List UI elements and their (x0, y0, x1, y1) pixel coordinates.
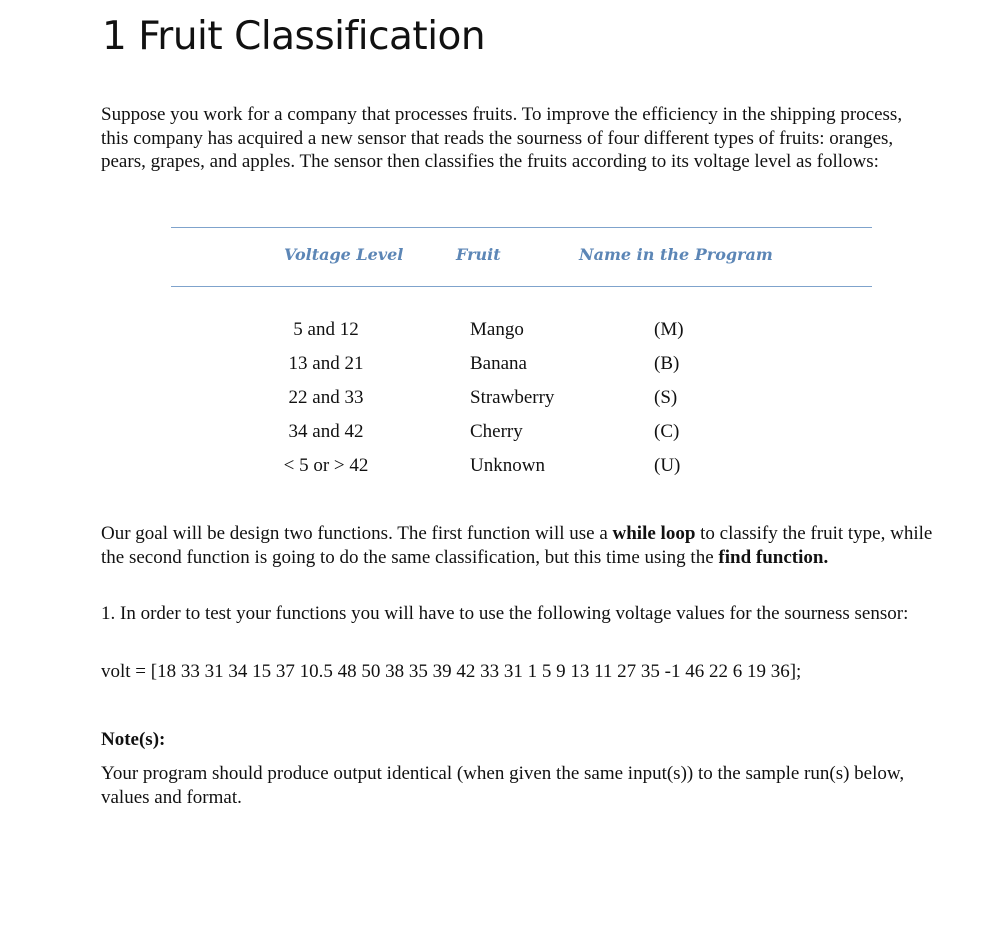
cell-voltage: 5 and 12 (293, 319, 359, 340)
header-name-in-program: Name in the Program (579, 245, 773, 264)
cell-voltage: 34 and 42 (288, 421, 364, 442)
header-voltage-level: Voltage Level (284, 245, 404, 264)
intro-paragraph: Suppose you work for a company that processes fruits. To improve the efficiency in the shipping process, this company has acquired a new sensor that reads the sourness of four different types of fruits: oranges, pears, grapes, and apples. The sensor then classifies the fruits according to its voltage level as follows: (101, 104, 903, 172)
cell-voltage: < 5 or > 42 (283, 455, 369, 476)
cell-fruit: Unknown (470, 455, 545, 476)
goal-text-part1: Our goal will be design two functions. The first function will use a (101, 523, 613, 544)
cell-fruit: Cherry (470, 421, 523, 442)
cell-voltage: 13 and 21 (288, 353, 364, 374)
cell-code: (B) (654, 353, 680, 374)
cell-fruit: Strawberry (470, 387, 555, 408)
goal-paragraph (101, 522, 933, 569)
goal-text-part2: to classify the fruit type, while the second function is going to do the same classification, but this time using the (101, 523, 933, 568)
cell-voltage: 22 and 33 (288, 387, 364, 408)
cell-code: (U) (654, 455, 681, 476)
cell-code: (M) (654, 319, 684, 340)
table-header-rule (171, 286, 872, 287)
table-top-rule (171, 227, 872, 228)
cell-code: (C) (654, 421, 680, 442)
note-body: Your program should produce output identical (when given the same input(s)) to the sample run(s) below, values and format. (101, 763, 905, 808)
page-title: 1 Fruit Classification (102, 14, 486, 59)
note-title: Note(s): (101, 729, 166, 750)
test-instructions: 1. In order to test your functions you will have to use the following voltage values for the sourness sensor: (101, 603, 909, 624)
cell-fruit: Banana (470, 353, 527, 374)
header-fruit: Fruit (456, 245, 501, 264)
goal-bold-while-loop: while loop (612, 523, 696, 544)
goal-bold-find-function: find function. (718, 546, 829, 568)
volt-values: volt = [18 33 31 34 15 37 10.5 48 50 38 35 39 42 33 31 1 5 9 13 11 27 35 -1 46 22 6 19 36]; (101, 661, 802, 682)
cell-code: (S) (654, 387, 678, 408)
cell-fruit: Mango (470, 319, 524, 340)
